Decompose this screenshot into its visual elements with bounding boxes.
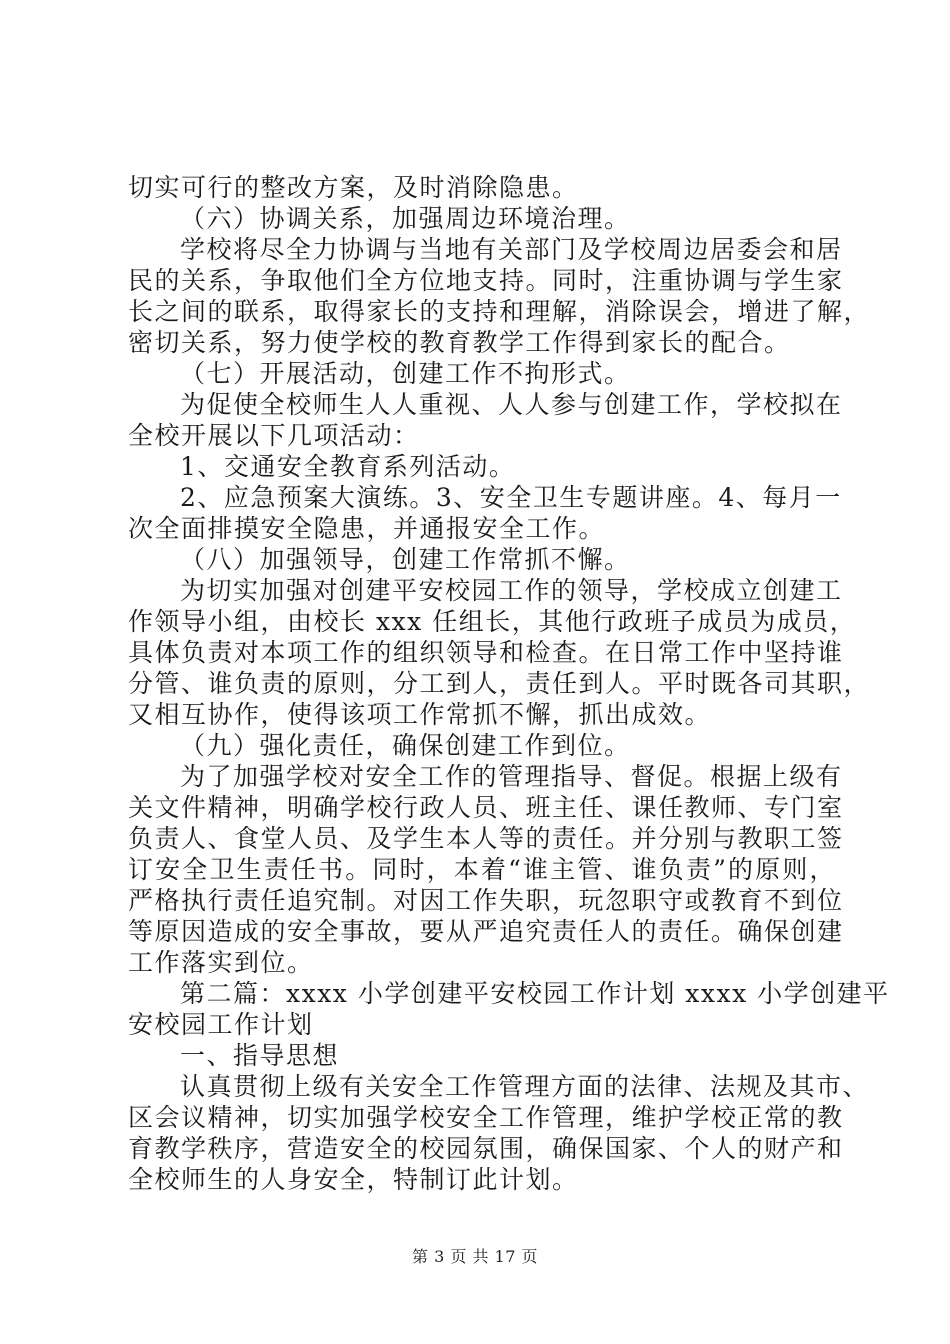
text-line: 学校将尽全力协调与当地有关部门及学校周边居委会和居 <box>180 235 843 264</box>
text-line: （九）强化责任，确保创建工作到位。 <box>180 731 631 760</box>
text-line: 密切关系，努力使学校的教育教学工作得到家长的配合。 <box>128 328 791 357</box>
text-line: 作领导小组，由校长 xxx 任组长，其他行政班子成员为成员， <box>128 607 857 636</box>
text-line: （七）开展活动，创建工作不拘形式。 <box>180 359 631 388</box>
text-line: 关文件精神，明确学校行政人员、班主任、课任教师、专门室 <box>128 793 844 822</box>
text-line: 全校师生的人身安全，特制订此计划。 <box>128 1165 579 1194</box>
text-line: 区会议精神，切实加强学校安全工作管理，维护学校正常的教 <box>128 1103 844 1132</box>
text-line: 2、应急预案大演练。3、安全卫生专题讲座。4、每月一 <box>180 483 842 512</box>
document-body <box>128 172 890 1195</box>
text-line: 分管、谁负责的原则，分工到人，责任到人。平时既各司其职， <box>128 669 871 698</box>
text-line: 为了加强学校对安全工作的管理指导、督促。根据上级有 <box>180 762 843 791</box>
text-line: 切实可行的整改方案，及时消除隐患。 <box>128 173 579 202</box>
text-line: 工作落实到位。 <box>128 948 314 977</box>
text-line: 民的关系，争取他们全方位地支持。同时，注重协调与学生家 <box>128 266 844 295</box>
text-line: 又相互协作，使得该项工作常抓不懈，抓出成效。 <box>128 700 712 729</box>
text-line: 订安全卫生责任书。同时，本着“谁主管、谁负责”的原则， <box>128 855 836 884</box>
text-line: 次全面排摸安全隐患，并通报安全工作。 <box>128 514 606 543</box>
text-line: 严格执行责任追究制。对因工作失职，玩忽职守或教育不到位 <box>128 886 844 915</box>
text-line: （六）协调关系，加强周边环境治理。 <box>180 204 631 233</box>
text-line: 为促使全校师生人人重视、人人参与创建工作，学校拟在 <box>180 390 843 419</box>
text-line: 负责人、食堂人员、及学生本人等的责任。并分别与教职工签 <box>128 824 844 853</box>
text-line: 具体负责对本项工作的组织领导和检查。在日常工作中坚持谁 <box>128 638 844 667</box>
text-line: 为切实加强对创建平安校园工作的领导，学校成立创建工 <box>180 576 843 605</box>
text-line: 安校园工作计划 <box>128 1010 314 1039</box>
text-line: 等原因造成的安全事故，要从严追究责任人的责任。确保创建 <box>128 917 844 946</box>
text-line: （八）加强领导，创建工作常抓不懈。 <box>180 545 631 574</box>
text-line: 育教学秩序，营造安全的校园氛围，确保国家、个人的财产和 <box>128 1134 844 1163</box>
page-footer: 第 3 页 共 17 页 <box>412 1247 538 1266</box>
text-line: 全校开展以下几项活动： <box>128 421 420 450</box>
text-line: 第二篇：xxxx 小学创建平安校园工作计划 xxxx 小学创建平 <box>180 979 890 1008</box>
text-line: 认真贯彻上级有关安全工作管理方面的法律、法规及其市、 <box>180 1072 870 1101</box>
text-line: 一、指导思想 <box>180 1041 340 1070</box>
text-line: 1、交通安全教育系列活动。 <box>180 452 516 481</box>
text-line: 长之间的联系，取得家长的支持和理解，消除误会，增进了解， <box>128 297 871 326</box>
